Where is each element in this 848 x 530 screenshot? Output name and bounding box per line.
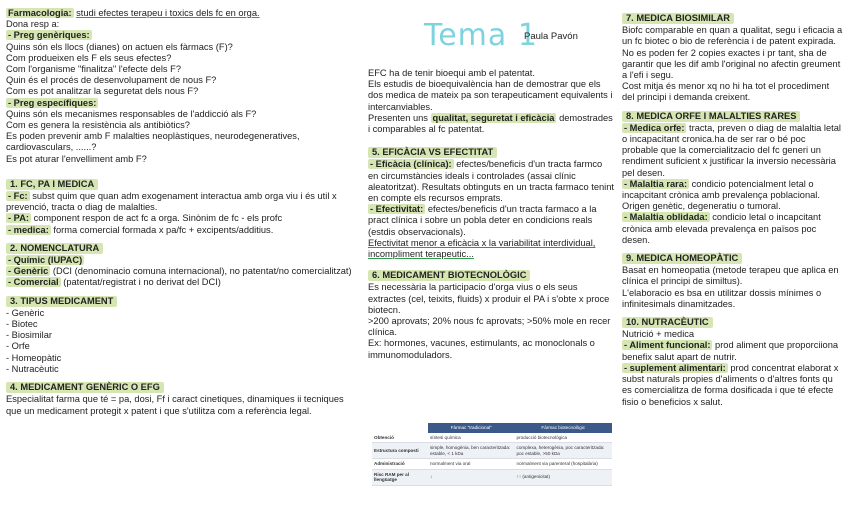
section-10-intro: Nutrició + medica	[622, 329, 695, 340]
table-cell: ↑↑ (antigenicitat)	[515, 469, 612, 485]
section-10-title: 10. NUTRACÈUTIC	[622, 317, 713, 328]
suplement-text: prod concentrat elaborat x subst naturals propies d'aliments o d'altres fonts qu es comercialitza de forma dosificada i que té efecte fisio o beneficios x salut.	[622, 362, 839, 407]
bioeq-text: Els estudis de bioequivalència han de demostrar que els dos medica de mateix pa son terapeuticament equivalents i intercanviables.	[368, 79, 613, 112]
tipus-item-3: - Orfe	[6, 341, 30, 352]
table-cell: Obtenció	[372, 433, 428, 443]
esp-q-1: Com es genera la resistència als antibiòtics?	[6, 120, 190, 131]
table-cell: ↓	[428, 469, 515, 485]
section-9-text-2: L'elaboracio es bsa en utilitzar dossis mínimes o infinitesimals dinamitzades.	[622, 287, 822, 309]
section-7-text-3: Cost mitja és menor xq no hi ha tot el procediment del principi i demanda creixent.	[622, 81, 830, 103]
tipus-item-1: - Biotec	[6, 319, 38, 330]
table-cell: normalment via oral	[428, 459, 515, 470]
column-left	[6, 8, 358, 417]
section-5-title: 5. EFICÀCIA VS EFECTITAT	[368, 147, 497, 158]
table-header	[372, 423, 428, 433]
esp-q-3: Es pot aturar l'envelliment amb F?	[6, 153, 147, 164]
rara-text: condicio potencialment letal o incapcitant crònica amb prevalença poblacional. Origen genètic, degeneratiu o tumoral.	[622, 178, 820, 212]
section-7-title: 7. MEDICA BIOSIMILAR	[622, 13, 734, 24]
quimic-label: - Químic (IUPAC)	[8, 255, 83, 266]
gen-q-1: Com produeixen els F els seus efectes?	[6, 52, 172, 63]
fc-text: subst quim que quan adm exogenament interactua amb orga viu i és util x prevenció, tracta o diag de malalties.	[6, 191, 337, 213]
table-row	[372, 443, 612, 459]
table-cell: Estructura composti	[372, 443, 428, 459]
author-name: Paula Pavón	[524, 31, 578, 42]
eficacia-text: efectes/beneficis d'un tracta farmco en circumstàncies ideals i controlades (assai clínic aleatoritzat). Resultats obtinguts en un tracta farmaco tenint en compte els recursos emprats.	[368, 159, 614, 204]
table-cell: Risc RAM per al llengüatge	[372, 469, 428, 485]
comparison-table	[372, 423, 612, 486]
table-header-row	[372, 423, 612, 433]
tipus-item-4: - Homeopàtic	[6, 352, 62, 363]
table-cell: síntesi química	[428, 433, 515, 443]
comercial-text: (patentat/registrat i no derivat del DCI)	[63, 277, 221, 288]
generic-label: - Genèric	[8, 266, 49, 277]
section-6-text-3: Ex: hormones, vacunes, estimulants, ac monoclonals o immunomoduladors.	[368, 338, 595, 360]
table-cell: producció biotecnològica	[515, 433, 612, 443]
table-cell: complexa, heterogènia, poc caracteritzada: poc estable, >50 kDa	[515, 443, 612, 459]
presenten-line	[368, 113, 614, 135]
preg-esp-label: - Preg específiques:	[8, 97, 97, 108]
table-header: Fàrmac "tradicional"	[428, 423, 515, 433]
medica-label: - medica:	[8, 224, 49, 235]
table-cell: Administració	[372, 459, 428, 470]
rara-label: - Malaltia rara:	[624, 178, 688, 189]
esp-q-0: Quins són els mecanismes responsables de l'addicció als F?	[6, 108, 257, 119]
section-6-title: 6. MEDICAMENT BIOTECNOLÒGIC	[368, 270, 530, 281]
table-cell: simple, homogènia, ben caracteritzada: estable, < 1 kDa	[428, 443, 515, 459]
section-4-title: 4. MEDICAMENT GENÈRIC O EFG	[6, 382, 164, 393]
section-9-text: Basat en homeopatia (metode terapeu que aplica en clínica el principi de similtus).	[622, 265, 839, 287]
medica-text: forma comercial formada x pa/fc + excipents/additius.	[53, 224, 274, 235]
efectivitat-text: efectes/beneficis d'un tracta farmaco a la pract clínica i sobre un pobla deter en condicions reals (estdis observacionals).	[368, 204, 597, 237]
tipus-item-5: - Nutracèutic	[6, 363, 59, 374]
section-7-text: Biofc comparable en quan a qualitat, segu i eficacia a un fc biotec o bio de referència i de patent expirada.	[622, 25, 843, 47]
section-9-title: 9. MEDICA HOMEOPÀTIC	[622, 253, 742, 264]
tipus-item-2: - Biosimilar	[6, 330, 52, 341]
preg-gen-label: - Preg genèriques:	[8, 30, 90, 41]
section-3-title: 3. TIPUS MEDICAMENT	[6, 296, 117, 307]
aliment-label: - Aliment funcional:	[624, 340, 711, 351]
dona-resp: Dona resp a:	[6, 19, 60, 30]
section-1-title: 1. FC, PA I MEDICA	[6, 179, 98, 190]
section-6-text-1: Es necessària la participacio d'orga vius o els seus extractes (cel, teixits, fluids) x produir el PA i s'obte x proce biotecn.	[368, 282, 610, 315]
table-row	[372, 469, 612, 485]
oblidada-text: condicio letal o incapcitant crònica amb elevada prevalença en països poc desen.	[622, 212, 821, 245]
generic-text: (DCI (denominacio comuna internacional), no patentat/no comercialitzat)	[52, 266, 352, 277]
table-row	[372, 433, 612, 443]
section-7-text-2: No es poden fer 2 copies exactes i pr tant, sha de garantir que les dif amb l'original no afectin greument a l'efi i segu.	[622, 47, 841, 81]
section-2-title: 2. NOMENCLATURA	[6, 243, 103, 254]
intro-label: Farmacologia:	[8, 8, 72, 18]
orfe-text: tracta, preven o diag de malaltia letal o incapacitant cronica.ha de ser rar o bé poc probable que la comercialitzacio del fc generi un rendiment suficient x justificar la inversio necessària pel desen.	[622, 122, 841, 178]
section-4-text: Especialitat farma que té = pa, dosi, Ff i caract cinetiques, dinamiques ii tecniques que un medicament protegit x patent i que s'utilitza com a referència legal.	[6, 394, 344, 416]
orfe-label: - Medica orfe:	[624, 122, 685, 133]
gen-q-0: Quins són els llocs (dianes) on actuen els fàrmacs (F)?	[6, 41, 233, 52]
tipus-item-0: - Genèric	[6, 307, 45, 318]
presenten-a: Presenten uns	[368, 112, 428, 123]
presenten-highlight: qualitat, seguretat i eficàcia	[432, 112, 555, 123]
column-right	[622, 13, 844, 408]
pa-label: - PA:	[8, 213, 29, 224]
suplement-label: - suplement alimentari:	[624, 362, 726, 373]
column-middle	[368, 68, 614, 361]
table-cell: normalment via parenteral (hospitalària)	[515, 459, 612, 470]
page-title: Tema 1	[424, 18, 538, 53]
presenten-b: demostrades i comparables al fc patentat.	[368, 112, 613, 135]
efectivitat-extra: Efectivitat menor a eficàcia x la variabilitat interdividual, incompliment terapeutic...	[368, 237, 596, 260]
title-block	[424, 18, 538, 54]
eficacia-label: - Eficàcia (clínica):	[370, 159, 452, 170]
gen-q-2: Com l'organisme "finalitza" l'efecte dels F?	[6, 64, 181, 75]
section-6-text-2: >200 aprovats; 20% nous fc aprovats; >50% mole en recer clínica.	[368, 316, 611, 338]
intro-text: studi efectes terapeu i toxics dels fc en orga.	[76, 8, 260, 18]
comercial-label: - Comercial	[8, 277, 59, 288]
section-8-title: 8. MEDICA ORFE I MALALTIES RARES	[622, 111, 800, 122]
pa-text: component respon de act fc a orga. Sinònim de fc - els profc	[33, 213, 283, 224]
table-header: Fàrmac biotecnològic	[515, 423, 612, 433]
efectivitat-label: - Efectivitat:	[370, 204, 424, 215]
intro-line	[6, 8, 358, 19]
aliment-text: prod aliment que proporciiona benefix salut apart de nutrir.	[622, 340, 839, 362]
gen-q-3: Quin és el procés de desenvolupament de nous F?	[6, 75, 217, 86]
oblidada-label: - Malaltia oblidada:	[624, 212, 708, 223]
table-row	[372, 459, 612, 470]
gen-q-4: Com es pot analitzar la seguretat dels nous F?	[6, 86, 199, 97]
efc-intro: EFC ha de tenir bioequi amb el patentat.	[368, 68, 535, 78]
fc-label: - Fc:	[8, 191, 28, 202]
esp-q-2: Es poden prevenir amb F malalties neoplàstiques, neurodegeneratives, cardiovasculars, ......?	[6, 131, 300, 153]
